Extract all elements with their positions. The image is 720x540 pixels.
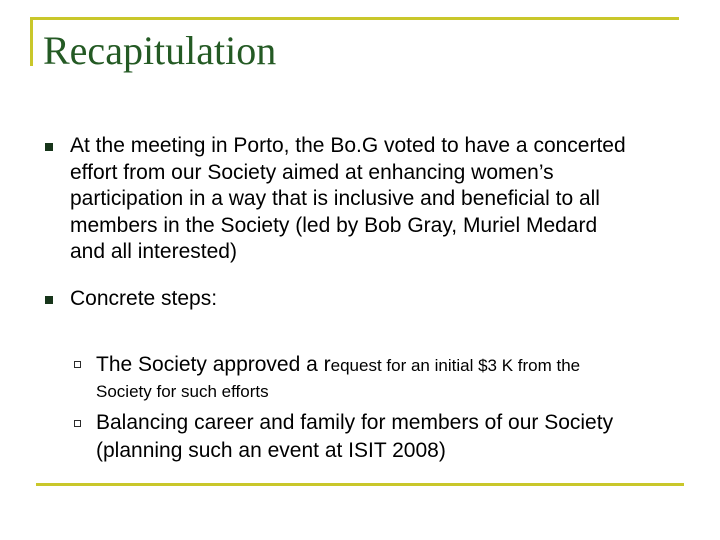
sub-bullet-text-small: equest for an initial $3 K from the	[330, 355, 581, 375]
bullet-item-concrete-steps	[70, 286, 630, 462]
filled-square-icon	[45, 143, 53, 151]
hollow-square-icon	[74, 420, 81, 427]
bullet-text: At the meeting in Porto, the Bo.G voted to have a concerted effort from our Society aimed at enhancing women’s participation in a way that is inclusive and beneficial to all members in the Society (led by Bob Gray, Muriel Medard and all interested)	[70, 134, 626, 263]
bullet-text: Concrete steps:	[70, 287, 218, 310]
sub-bullet-text-continuation: Society for such efforts	[96, 381, 269, 401]
bullet-item-bog-vote	[70, 133, 630, 266]
filled-square-icon	[45, 296, 53, 304]
sub-bullet-text: Balancing career and family for members of our Society (planning such an event at ISIT 2008)	[96, 410, 614, 462]
sub-bullet-item-funding	[96, 352, 686, 405]
sub-bullet-item-career-family	[96, 409, 686, 465]
footer-rule	[36, 483, 684, 486]
sub-bullet-text-large: The Society approved a r	[96, 352, 331, 376]
slide-title: Recapitulation	[43, 28, 277, 73]
hollow-square-icon	[74, 361, 81, 368]
